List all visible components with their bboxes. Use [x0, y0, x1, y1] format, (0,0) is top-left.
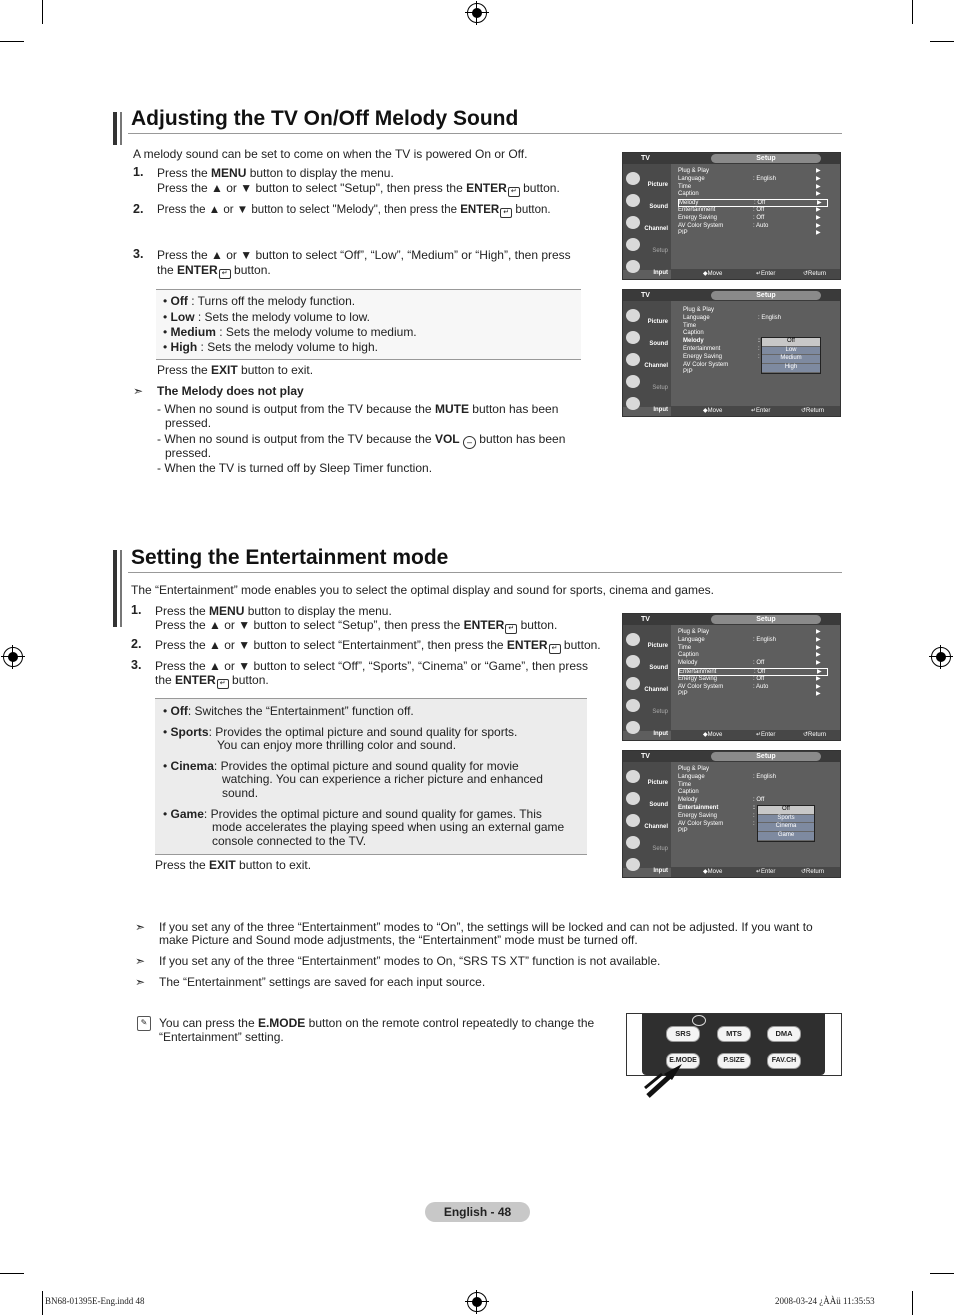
osd-side-label: Sound: [649, 204, 668, 210]
step-text: the ENTER ↵ button.: [155, 673, 269, 687]
crop-mark: [0, 41, 24, 42]
enter-icon: ↵: [508, 187, 520, 197]
enter-icon: ↵: [217, 679, 229, 689]
note-text: pressed.: [165, 416, 212, 430]
step-text: the ENTER ↵ button.: [157, 263, 271, 277]
tv-osd-setup-entertainment: [622, 613, 841, 741]
section-title: Setting the Entertainment mode: [131, 546, 449, 569]
registration-mark-icon: [467, 1292, 487, 1312]
osd-side-label: Input: [653, 270, 668, 276]
osd-side-label: Picture: [647, 643, 668, 649]
step-text: Press the ▲ or ▼ button to select “Entertainment”, then press the ENTER ↵ button.: [155, 638, 601, 652]
input-icon: [626, 721, 640, 734]
option-item: • Medium : Sets the melody volume to medium.: [163, 325, 417, 339]
sound-icon: [626, 194, 640, 207]
picture-icon: [626, 770, 640, 783]
emode-button[interactable]: E.MODE: [666, 1053, 700, 1069]
note-text: pressed.: [165, 446, 212, 460]
note-text: - When the TV is turned off by Sleep Timer function.: [157, 461, 433, 475]
picture-icon: [626, 633, 640, 646]
option-item: You can enjoy more thrilling color and sound.: [217, 738, 457, 752]
osd-tab-setup: Setup: [711, 154, 821, 163]
step-number: 3.: [131, 658, 142, 672]
registration-mark-icon: [3, 647, 23, 667]
note-arrow-icon: ➣: [135, 975, 146, 989]
title-rule: [128, 572, 842, 573]
crop-mark: [930, 1273, 954, 1274]
osd-footer: ◆ Move ↵ Enter ↺ Return: [671, 730, 840, 740]
osd-menu-list: Plug & Play ▶ Language : English ▶ Time ▶ Caption ▶ Melody : Off ▶ Entertainment : Off ▶ Energy Saving : Off ▶ AV Color System : Auto ▶ PIP ▶: [678, 629, 828, 699]
section-marker: [120, 550, 122, 627]
osd-side-label: Sound: [649, 341, 668, 347]
osd-menu-list: Plug & Play ▶ Language : English ▶ Time ▶ Caption ▶ Melody : Off ▶ Entertainment : Off ▶ Energy Saving : Off ▶ AV Color System : Auto ▶ PIP ▶: [678, 168, 828, 238]
tv-osd-entertainment-options: [622, 750, 841, 878]
osd-menu-list: Plug & Play Language : English Time Caption Melody : Entertainment : Energy Saving : AV Color System PIP: [683, 307, 782, 376]
note-text: If you set any of the three “Entertainment” modes to “On”, the settings will be locked and can not be adjusted. If you want to: [159, 920, 813, 934]
srs-button[interactable]: SRS: [666, 1026, 700, 1042]
step-number: 2.: [133, 202, 144, 216]
channel-icon: [626, 677, 640, 690]
setup-icon: [626, 836, 640, 849]
step-text: Press the MENU button to display the menu.: [157, 166, 394, 180]
osd-footer: ◆ Move ↵ Enter ↺ Return: [671, 269, 840, 279]
crop-mark: [42, 0, 43, 24]
note-text: - When no sound is output from the TV because the VOL – button has been: [157, 432, 566, 447]
section-title: Adjusting the TV On/Off Melody Sound: [131, 107, 519, 130]
osd-side-label: Setup: [652, 709, 668, 715]
step-text: Press the ▲ or ▼ button to select "Melody", then press the ENTER ↵ button.: [157, 204, 551, 216]
option-item: • Low : Sets the melody volume to low.: [163, 310, 370, 324]
option-item: mode accelerates the playing speed when using an external game: [212, 820, 565, 834]
section-marker: [113, 550, 117, 627]
note-arrow-icon: ➣: [135, 954, 146, 968]
note-text: make Picture and Sound mode adjustments, the “Entertainment” mode must be turned off.: [159, 933, 638, 947]
psize-button[interactable]: P.SIZE: [717, 1053, 751, 1069]
channel-icon: [626, 814, 640, 827]
osd-tv-label: TV: [641, 155, 650, 162]
crop-mark: [42, 1291, 43, 1315]
note-arrow-icon: ➣: [135, 920, 146, 934]
setup-icon: [626, 375, 640, 388]
input-icon: [626, 260, 640, 273]
osd-footer: ◆ Move ↵ Enter ↺ Return: [671, 406, 840, 416]
osd-side-label: Input: [653, 731, 668, 737]
exit-text: Press the EXIT button to exit.: [157, 363, 314, 377]
entertainment-options-popup: Off Sports Cinema Game: [757, 805, 815, 842]
note-text: If you set any of the three “Entertainment” modes to On, “SRS TS XT” function is not available.: [159, 954, 661, 968]
tip-text: You can press the E.MODE button on the remote control repeatedly to change the: [159, 1016, 595, 1030]
osd-footer: ◆ Move ↵ Enter ↺ Return: [671, 867, 840, 877]
crop-mark: [912, 1291, 913, 1315]
osd-side-label: Channel: [644, 824, 668, 830]
osd-side-label: Sound: [649, 665, 668, 671]
mts-button[interactable]: MTS: [717, 1026, 751, 1042]
setup-icon: [626, 238, 640, 251]
note-arrow-icon: ➣: [133, 384, 144, 398]
channel-icon: [626, 353, 640, 366]
option-item: watching. You can experience a richer picture and enhanced: [222, 772, 543, 786]
tv-osd-setup-melody: [622, 152, 841, 280]
osd-tv-label: TV: [641, 753, 650, 760]
input-icon: [626, 858, 640, 871]
enter-icon: ↵: [505, 624, 517, 634]
intro-text: The “Entertainment” mode enables you to select the optimal display and sound for sports, cinema and games.: [131, 583, 714, 597]
step-text: Press the ▲ or ▼ button to select "Setup", then press the ENTER ↵ button.: [157, 181, 560, 195]
picture-icon: [626, 172, 640, 185]
setup-icon: [626, 699, 640, 712]
picture-icon: [626, 309, 640, 322]
memo-icon: ✎: [137, 1016, 151, 1031]
channel-icon: [626, 216, 640, 229]
page-number: English - 48: [425, 1202, 530, 1222]
osd-side-label: Input: [653, 407, 668, 413]
note-title: The Melody does not play: [157, 384, 304, 398]
option-item: sound.: [222, 786, 259, 800]
osd-tv-label: TV: [641, 616, 650, 623]
step-number: 1.: [133, 165, 144, 179]
option-item: • Off: Switches the “Entertainment” function off.: [163, 704, 414, 718]
osd-side-label: Sound: [649, 802, 668, 808]
note-text: The “Entertainment” settings are saved for each input source.: [159, 975, 486, 989]
registration-mark-icon: [931, 647, 951, 667]
registration-mark-icon: [467, 3, 487, 23]
pointer-arrow-icon: [642, 1062, 684, 1100]
crop-mark: [0, 1273, 24, 1274]
enter-icon: ↵: [219, 269, 231, 279]
sound-icon: [626, 655, 640, 668]
option-item: • Off : Turns off the melody function.: [163, 294, 356, 308]
osd-side-label: Input: [653, 868, 668, 874]
enter-icon: ↵: [549, 644, 561, 654]
vol-minus-icon: –: [463, 436, 476, 449]
section-marker: [113, 112, 117, 145]
step-number: 2.: [131, 637, 142, 651]
option-item: console connected to the TV.: [212, 834, 367, 848]
step-text: Press the ▲ or ▼ button to select “Off”, “Sports”, “Cinema” or “Game”, then press: [155, 659, 589, 673]
section-marker: [120, 112, 122, 145]
osd-side-label: Setup: [652, 385, 668, 391]
osd-side-label: Picture: [647, 319, 668, 325]
crop-mark: [930, 41, 954, 42]
osd-menu-list: Plug & Play Language : English Time Caption Melody : Off Entertainment : Energy Saving : AV Color System : PIP: [678, 766, 777, 835]
step-text: Press the ▲ or ▼ button to select “Off”, “Low”, “Medium” or “High”, then press: [157, 248, 571, 262]
option-item: • Game: Provides the optimal picture and sound quality for games. This: [163, 807, 542, 821]
osd-tab-setup: Setup: [711, 615, 821, 624]
crop-mark: [912, 0, 913, 24]
osd-side-label: Channel: [644, 226, 668, 232]
dma-button[interactable]: DMA: [767, 1026, 801, 1042]
input-icon: [626, 397, 640, 410]
tip-text: “Entertainment” setting.: [159, 1030, 284, 1044]
osd-side-label: Setup: [652, 846, 668, 852]
step-text: Press the MENU button to display the menu.: [155, 604, 392, 618]
step-text: Press the ▲ or ▼ button to select “Setup”, then press the ENTER ↵ button.: [155, 618, 558, 632]
osd-side-label: Picture: [647, 182, 668, 188]
osd-side-label: Picture: [647, 780, 668, 786]
tv-osd-melody-options: [622, 289, 841, 417]
option-item: • Cinema: Provides the optimal picture and sound quality for movie: [163, 759, 519, 773]
step-number: 1.: [131, 603, 142, 617]
title-rule: [128, 133, 842, 134]
intro-text: A melody sound can be set to come on when the TV is powered On or Off.: [133, 147, 528, 161]
osd-side-label: Channel: [644, 687, 668, 693]
exit-text: Press the EXIT button to exit.: [155, 858, 312, 872]
option-item: • Sports: Provides the optimal picture and sound quality for sports.: [163, 725, 518, 739]
osd-tab-setup: Setup: [711, 291, 821, 300]
favch-button[interactable]: FAV.CH: [767, 1053, 801, 1069]
osd-side-label: Setup: [652, 248, 668, 254]
remote-sensor-icon: [692, 1015, 706, 1026]
note-text: - When no sound is output from the TV because the MUTE button has been: [157, 402, 559, 416]
osd-tab-setup: Setup: [711, 752, 821, 761]
enter-icon: ↵: [500, 208, 512, 218]
option-item: • High : Sets the melody volume to high.: [163, 340, 378, 354]
melody-options-popup: Off Low Medium High: [761, 337, 821, 374]
file-slug: BN68-01395E-Eng.indd 48: [45, 1296, 145, 1306]
sound-icon: [626, 331, 640, 344]
osd-tv-label: TV: [641, 292, 650, 299]
osd-side-label: Channel: [644, 363, 668, 369]
timestamp-slug: 2008-03-24 ¿ÀÀü 11:35:53: [775, 1296, 875, 1306]
step-number: 3.: [133, 247, 144, 261]
sound-icon: [626, 792, 640, 805]
